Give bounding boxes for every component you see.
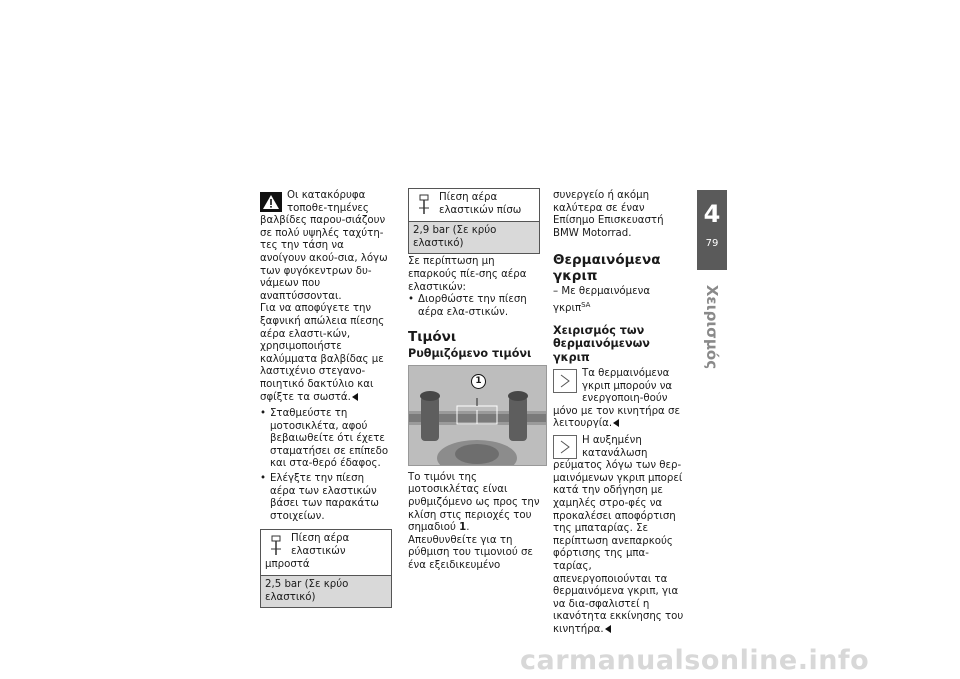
watermark: carmanualsonline.info (520, 645, 870, 676)
end-marker-icon (352, 393, 358, 401)
handlebar-text-cont: συνεργείο ή ακόμη καλύτερα σε έναν Επίσημο Επισκευαστή BMW Motorrad. (553, 190, 664, 239)
handlebar-heading: Τιμόνι (408, 329, 457, 346)
callout-marker (471, 374, 486, 389)
end-marker-icon (605, 625, 611, 633)
spec-front-label: Πίεση αέρα ελαστικών μπροστά (265, 533, 350, 570)
handlebar-text: Το τιμόνι της μοτοσικλέτας είναι ρυθμιζόμενο ως προς την κλίση στις περιοχές του σημαδιού 1. Απευθυνθείτε για τη ρύθμιση του τιμονιού σε ένα εξειδικευμένο (408, 471, 540, 571)
grips-info-1: Τα θερμαινόμενα γκριπ μπορούν να ενεργοποιη-θούν μόνο με τον κινητήρα σε λειτουργία. (553, 368, 680, 430)
grips-subheading: Χειρισμός των θερμαινόμενων γκριπ (553, 323, 650, 364)
column-2 (408, 188, 540, 573)
end-marker-icon (613, 419, 619, 427)
info-note-icon (553, 435, 577, 459)
tire-gauge-icon (269, 535, 283, 557)
steps-list-1 (260, 408, 392, 523)
column-3 (553, 190, 685, 637)
grips-info-2: Η αυξημένη κατανάλωση ρεύματος λόγω των θερ-μαινόμενων γκριπ μπορεί κατά την οδήγηση με χαμηλές στρο-φές να προκαλέσει αποφόρτιση της μπαταρίας. Σε περίπτωση ανεπαρκούς φόρτισης της μπα-ταρίας, απενεργοποιούνται τα θερμαινόμενα γκριπ, για να δια-σφαλιστεί η ικανότητα εκκίνησης του κινητήρα. (553, 435, 684, 635)
chapter-tab (697, 190, 727, 270)
spec-front-pressure (260, 529, 392, 608)
column-1 (260, 190, 392, 608)
page-number: 79 (705, 238, 719, 249)
handlebar-photo (408, 365, 547, 466)
warning-triangle-icon (260, 192, 282, 212)
list-item: • Διορθώστε την πίεση αέρα ελα-στικών. (408, 294, 540, 319)
chapter-number: 4 (703, 200, 721, 228)
spec-front-value: 2,5 bar (Σε κρύο ελαστικό) (261, 575, 391, 607)
info-note-icon (553, 369, 577, 393)
grips-option: – Με θερμαινόμενα γκριπ$^{SA}$ (553, 286, 651, 314)
chapter-side-label: Χειρισμός (703, 284, 721, 370)
list-item: • Ελέγξτε την πίεση αέρα των ελαστικών βάσει των παρακάτω στοιχείων. (260, 473, 392, 523)
tire-gauge-icon (417, 194, 431, 216)
spec-rear-value: 2,9 bar (Σε κρύο ελαστικό) (409, 221, 539, 253)
list-item: • Σταθμεύστε τη μοτοσικλέτα, αφού βεβαιωθείτε ότι έχετε σταματήσει σε επίπεδο και στα-θερό έδαφος. (260, 408, 392, 471)
handlebar-subheading: Ρυθμιζόμενο τιμόνι (408, 347, 532, 361)
spec-rear-pressure (408, 188, 540, 254)
grips-heading: Θερμαινόμενα γκριπ (553, 252, 661, 285)
callout-number: 1 (475, 375, 482, 386)
warning-text: Οι κατακόρυφα τοποθε-τημένες βαλβίδες παρου-σιάζουν σε πολύ υψηλές ταχύτη-τες την τάση να ανοίγουν ακού-σια, λόγω των φυγόκεντρων δυ-νάμεων που αναπτύσσονται. (260, 190, 388, 302)
steps-list-2 (408, 294, 540, 319)
low-pressure-text: Σε περίπτωση μη επαρκούς πίε-σης αέρα ελαστικών: (408, 256, 527, 293)
spec-rear-label: Πίεση αέρα ελαστικών πίσω (439, 192, 522, 216)
advice-text: Για να αποφύγετε την ξαφνική απώλεια πίεσης αέρα ελαστι-κών, χρησιμοποιήστε καλύμματα βαλβίδας με λαστιχένιο στεγανο-ποιητικό δακτύλιο και σφίξτε τα σωστά. (260, 303, 385, 403)
